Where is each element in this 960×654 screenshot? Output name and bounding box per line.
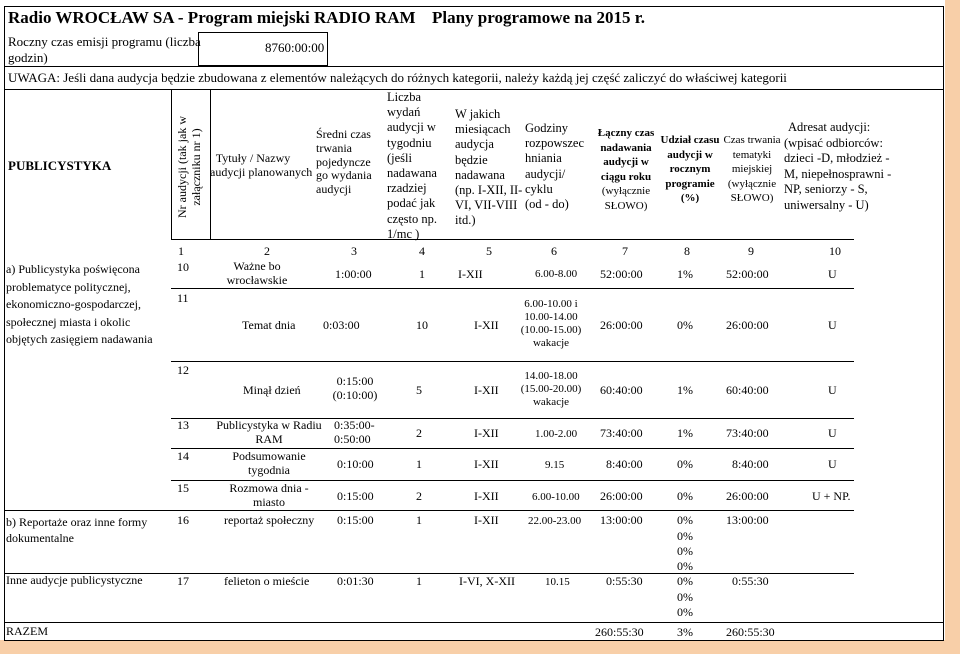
warning-text: UWAGA: Jeśli dana audycja będzie zbudowana z elementów należących do różnych kategorii, należy każdą jej część zaliczyć do właściwej kategorii bbox=[8, 70, 787, 85]
col-hours-header: Godziny rozpowszec hniania audycji/ cyklu (od - do) bbox=[525, 121, 584, 212]
category-a: a) Publicystyka poświęcona problematyce politycznej, ekonomiczno-gospodarczej, społecznej miasta i okolic objętych zasięgiem nadawania bbox=[6, 262, 153, 346]
annual-label-2: godzin) bbox=[8, 50, 48, 65]
category-b: b) Reportaże oraz inne formy dokumentalne bbox=[6, 515, 148, 545]
col-thematic-header: Czas trwania tematyki miejskiej (wyłącznie SŁOWO) bbox=[723, 134, 781, 204]
colnum-10: 10 bbox=[829, 244, 841, 258]
col-nr-header: Nr audycji (tak jak w załączniku nr 1) bbox=[175, 116, 203, 218]
annual-label-1: Roczny czas emisji programu (liczba bbox=[8, 34, 201, 49]
summary-share: 3% bbox=[677, 625, 693, 639]
category-header: PUBLICYSTYKA bbox=[8, 158, 112, 173]
col-titles-header: Tytuły / Nazwy audycji planowanych bbox=[210, 151, 313, 179]
share-empty: 0% bbox=[677, 544, 693, 558]
colnum-4: 4 bbox=[419, 244, 425, 258]
summary-thematic: 260:55:30 bbox=[726, 625, 775, 639]
share-empty: 0% bbox=[677, 559, 693, 573]
sheet-subtitle: Plany programowe na 2015 r. bbox=[432, 8, 645, 27]
col-avg-header: Średni czas trwania pojedyncze go wydania audycji bbox=[316, 127, 372, 197]
colnum-6: 6 bbox=[551, 244, 557, 258]
annual-value: 8760:00:00 bbox=[265, 40, 325, 55]
col-audience-header: Adresat audycji: (wpisać odbiorców: dzieci -D, młodzież - M, niepełnosprawni - NP, seniorzy - S, uniwersalny - U) bbox=[784, 120, 892, 212]
col-count-header: Liczba wydań audycji w tygodniu (jeśli nadawana rzadziej podać jak często np. 1/mc ) bbox=[387, 90, 437, 241]
colnum-1: 1 bbox=[178, 244, 184, 258]
col-months-header: W jakich miesiącach audycja będzie nadawana (np. I-XII, II- VI, VII-VIII itd.) bbox=[455, 107, 523, 228]
colnum-9: 9 bbox=[748, 244, 754, 258]
sheet-title: Radio WROCŁAW SA - Program miejski RADIO RAM bbox=[8, 8, 416, 27]
category-other: Inne audycje publicystyczne bbox=[6, 573, 143, 587]
share-empty: 0% bbox=[677, 590, 693, 604]
category-sum: RAZEM bbox=[6, 624, 48, 638]
col-share-header: Udział czasu audycji w rocznym programie (%) bbox=[660, 134, 720, 204]
col-total-header: Łączny czas nadawania audycji w ciągu roku (wyłącznie SŁOWO) bbox=[597, 127, 655, 212]
share-empty: 0% bbox=[677, 605, 693, 619]
colnum-7: 7 bbox=[622, 244, 628, 258]
share-empty: 0% bbox=[677, 529, 693, 543]
colnum-8: 8 bbox=[684, 244, 690, 258]
colnum-2: 2 bbox=[264, 244, 270, 258]
summary-total: 260:55:30 bbox=[595, 625, 644, 639]
colnum-5: 5 bbox=[486, 244, 492, 258]
colnum-3: 3 bbox=[351, 244, 357, 258]
